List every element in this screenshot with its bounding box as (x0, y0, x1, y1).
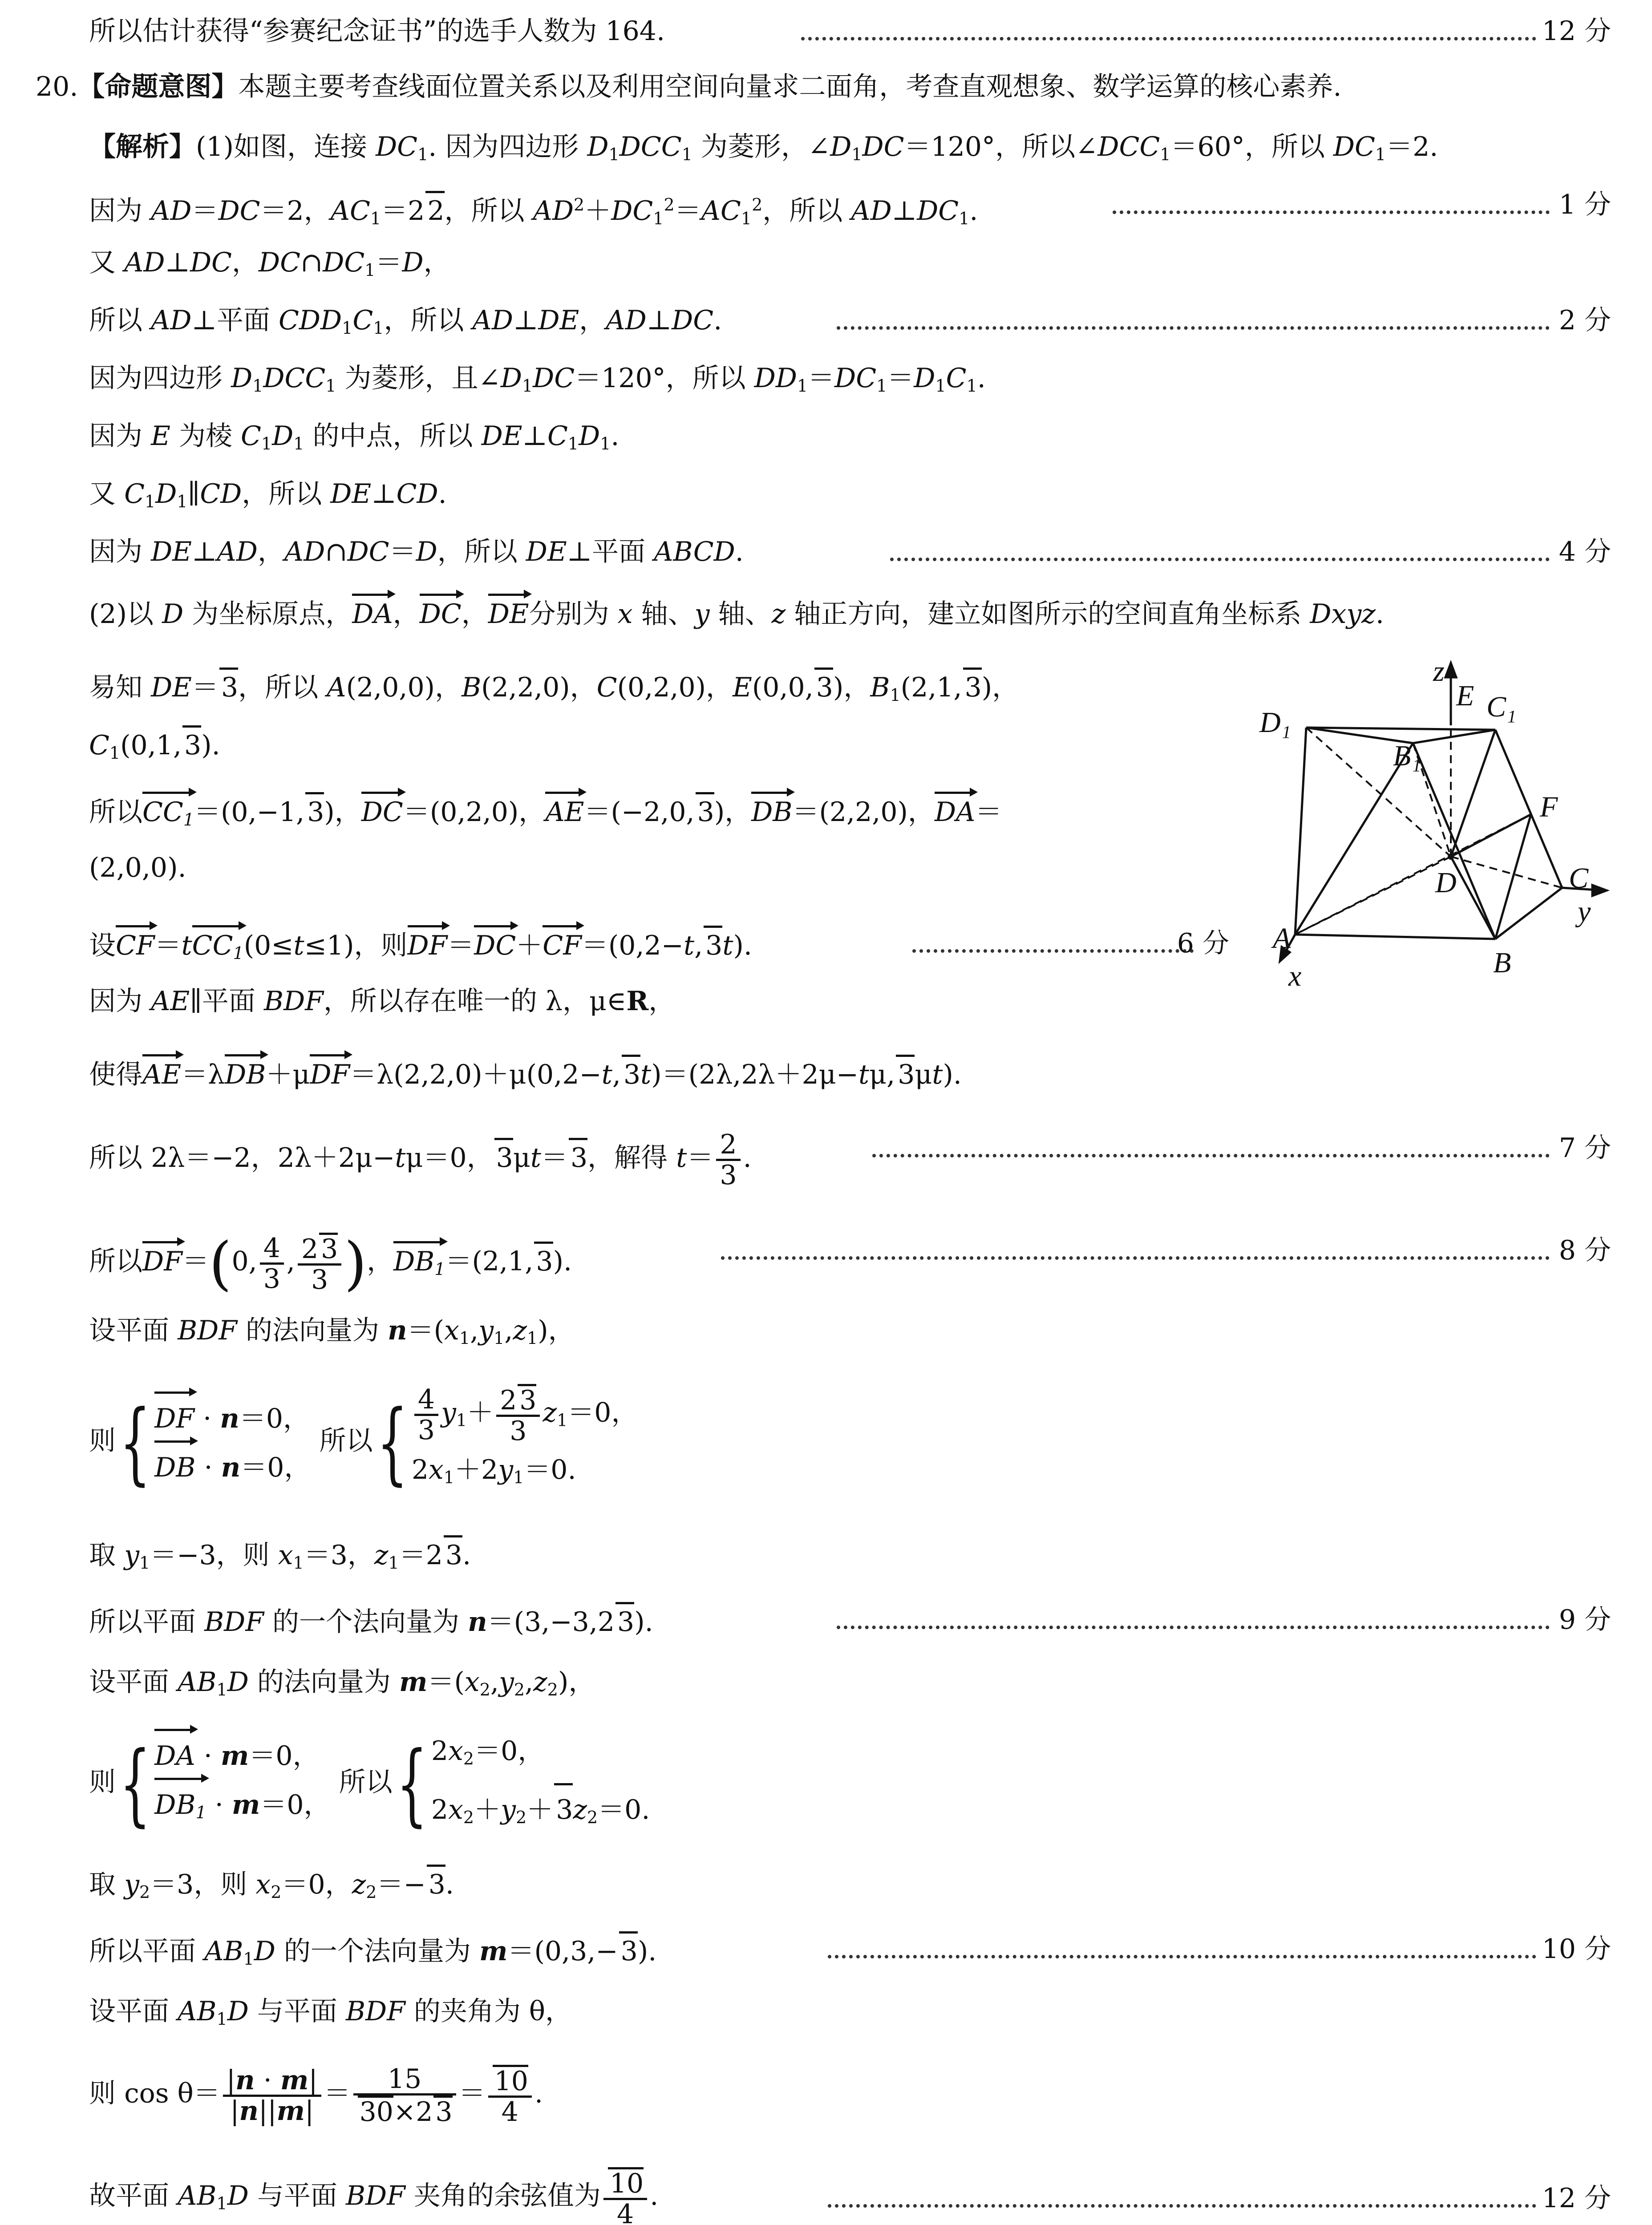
line-estimate: 所以估计获得“参赛纪念证书”的选手人数为 164. (89, 16, 665, 47)
edge-b-c (1495, 888, 1562, 939)
leader-dots (828, 2201, 1536, 2208)
leader-dots (801, 33, 1536, 40)
line-perp: 又 AD⊥DC，$DC\cap DC_1=D$， (89, 247, 450, 280)
line-cf: 设CF＝tCC$_1$(0≤t≤1)，则DF＝DC＋CF＝(0,2−t, 3t). (89, 926, 1611, 971)
line-normal-n: 设平面 BDF 的法向量为 $n=(x_1,y_1,z_1)$， (89, 1315, 575, 1348)
edge-d1-a (1295, 728, 1306, 934)
system-n: 则{ DF · n＝0， DB · n＝0， 所以{ $\frac{4}{3}$ $y_1+$ $\frac{2 3}{3}$ $z_1=0$， $2x_1+2y_1=0$. (89, 1384, 638, 1495)
label-z: z (1433, 659, 1445, 688)
line-ae-parallel: 因为 AE∥平面 BDF，所以存在唯一的 λ，μ∈R， (89, 986, 676, 1017)
label-y: y (1578, 895, 1591, 928)
label-e: E (1456, 680, 1474, 712)
line-part1: 【解析】(1)如图，连接 $DC_1$. 因为四边形 $D_1DCC_1$ 为菱形，$\angle D_1DC=120^\circ$，所以$\angle DCC_1=60^\circ$，所以 $DC_1=2$. (89, 131, 1438, 164)
edge-d1-c1 (1306, 728, 1495, 730)
label-b1: B₁ (1393, 740, 1421, 772)
line-lambda: 使得AE＝λDB＋μDF＝λ(2,2,0)＋μ(0,2−t, 3t)＝(2λ,2λ＋2μ−tμ, 3μt). (89, 1055, 1611, 1092)
edge-d-b (1451, 857, 1495, 939)
line-take-y1: 取 $y_1=-3$，则 $x_1=3$，$z_1=2$ 3. (89, 1535, 1611, 1581)
line-solve-t: 所以 2λ＝−2，2λ＋2μ−tμ＝0， 3μt＝ 3，解得 t＝ $\frac{2}{3}$ . (89, 1129, 752, 1191)
leader-dots (912, 946, 1194, 953)
score-12b: 12 分 (1542, 2183, 1611, 2214)
score-6: 6 分 (1177, 928, 1229, 959)
leader-dots (837, 1622, 1550, 1629)
z-arrow (1446, 663, 1456, 677)
leader-dots (837, 323, 1550, 330)
line-vectors: 所以$CC_1=(0,-1$, 3)，DC＝(0,2,0)，AE＝(−2,0, 3)，DB＝(2,2,0)，DA＝ (89, 792, 1611, 837)
score-12: 12 分 (1542, 16, 1611, 47)
label-x: x (1288, 960, 1302, 992)
edge-f-b (1495, 814, 1531, 939)
label-f: F (1540, 791, 1558, 823)
leader-dots (828, 1951, 1536, 1958)
score-1: 1 分 (1559, 189, 1611, 220)
score-9: 9 分 (1559, 1604, 1611, 1635)
label-a: A (1273, 922, 1291, 955)
score-4: 4 分 (1559, 536, 1611, 567)
system-m: 则{ DA · m＝0， $DB_1 \cdot m=0$， 所以{ $2x_2=0$， $2x_2+y_2+ 3z_2=0$. (89, 1727, 1611, 1842)
line-coords: (2)以 D 为坐标原点，DA，DC，DE分别为 x 轴、y 轴、z 轴正方向，建立如图所示的空间直角坐标系 Dxyz. (89, 596, 1611, 632)
line-plane: 所以 AD⊥平面 $CDD_1C_1$，所以 AD⊥DE，AD⊥DC. (89, 305, 722, 338)
score-2: 2 分 (1559, 305, 1611, 336)
line-rhombus: 因为四边形 $D_1DCC_1$ 为菱形，且$\angle D_1DC=120^\circ$，所以 $DD_1=DC_1=D_1C_1$. (89, 363, 986, 396)
line-c1: $C_1(0,1$, 3). (89, 725, 1611, 771)
line-take-y2: 取 $y_2=3$，则 $x_2=0$，$z_2=- 3$. (89, 1865, 1611, 1910)
q20-heading: 20.【命题意图】本题主要考查线面位置关系以及利用空间向量求二面角，考查直观想象、数学运算的核心素养. (36, 71, 1342, 102)
edge-b1-b (1413, 743, 1495, 939)
y-arrow (1592, 885, 1607, 896)
line-conclusion: 故平面 $AB_1D$ 与平面 BDF 夹角的余弦值为 $\frac{10}{4}$ . (89, 2168, 659, 2225)
edge-b1-c1 (1413, 730, 1495, 743)
leader-dots (1113, 207, 1550, 214)
edge-a-b (1295, 934, 1495, 939)
leader-dots (890, 554, 1550, 561)
line-midpoint: 因为 E 为棱 $C_1D_1$ 的中点，所以 $DE\perp C_1D_1$. (89, 421, 620, 453)
score-10: 10 分 (1542, 1934, 1611, 1965)
score-7: 7 分 (1559, 1133, 1611, 1164)
line-de-plane: 因为 DE⊥AD，AD∩DC＝D，所以 DE⊥平面 ABCD. (89, 536, 744, 567)
label-c1: C₁ (1486, 691, 1516, 723)
origin-dot (1448, 854, 1454, 860)
line-parallel: 又 $C_1D_1\parallel CD$，所以 DE⊥CD. (89, 478, 447, 511)
line-df: 所以DF＝(0, $\frac{4}{3}$ , $\frac{2 3}{3}$ )，$DB_1=(2,1$, 3). (89, 1230, 572, 1297)
line-n-result: 所以平面 BDF 的一个法向量为 n＝(3,−3,2 3). (89, 1602, 1611, 1640)
line-points: 易知 DE＝ 3，所以 A(2,0,0)，B(2,2,0)，C(0,2,0)，E(0,0, 3)，$B_1(2,1$, 3)， (89, 668, 1611, 713)
label-c: C (1569, 862, 1589, 894)
label-d: D (1435, 866, 1457, 899)
line-theta: 设平面 $AB_1D$ 与平面 BDF 的夹角为 θ， (89, 1996, 572, 2029)
leader-dots (721, 1253, 1550, 1260)
label-d1: D₁ (1259, 706, 1291, 739)
score-8: 8 分 (1559, 1235, 1611, 1266)
leader-dots (872, 1150, 1550, 1157)
dash-d1-d (1306, 728, 1451, 857)
line-vectors-cont: (2,0,0). (89, 852, 186, 883)
line-cos: 则 cos θ＝ $\frac{|n \cdot m|}{|n||m|}$ ＝ $\frac{15}{30\times 2 3}$ ＝ $\frac{10}{4}$ . (89, 2063, 543, 2128)
label-b: B (1493, 947, 1511, 979)
line-pythag: 因为 AD＝DC＝2，$AC_1=2$ 2，所以 $AD^2+DC_1^2=AC_1^2$，所以 $AD\perp DC_1$. (89, 187, 1611, 236)
line-m-result: 所以平面 $AB_1D$ 的一个法向量为 m＝(0,3,− 3). (89, 1931, 1611, 1977)
line-normal-m: 设平面 $AB_1D$ 的法向量为 $m=(x_2,y_2,z_2)$， (89, 1667, 595, 1699)
geometry-figure (1246, 659, 1611, 1006)
